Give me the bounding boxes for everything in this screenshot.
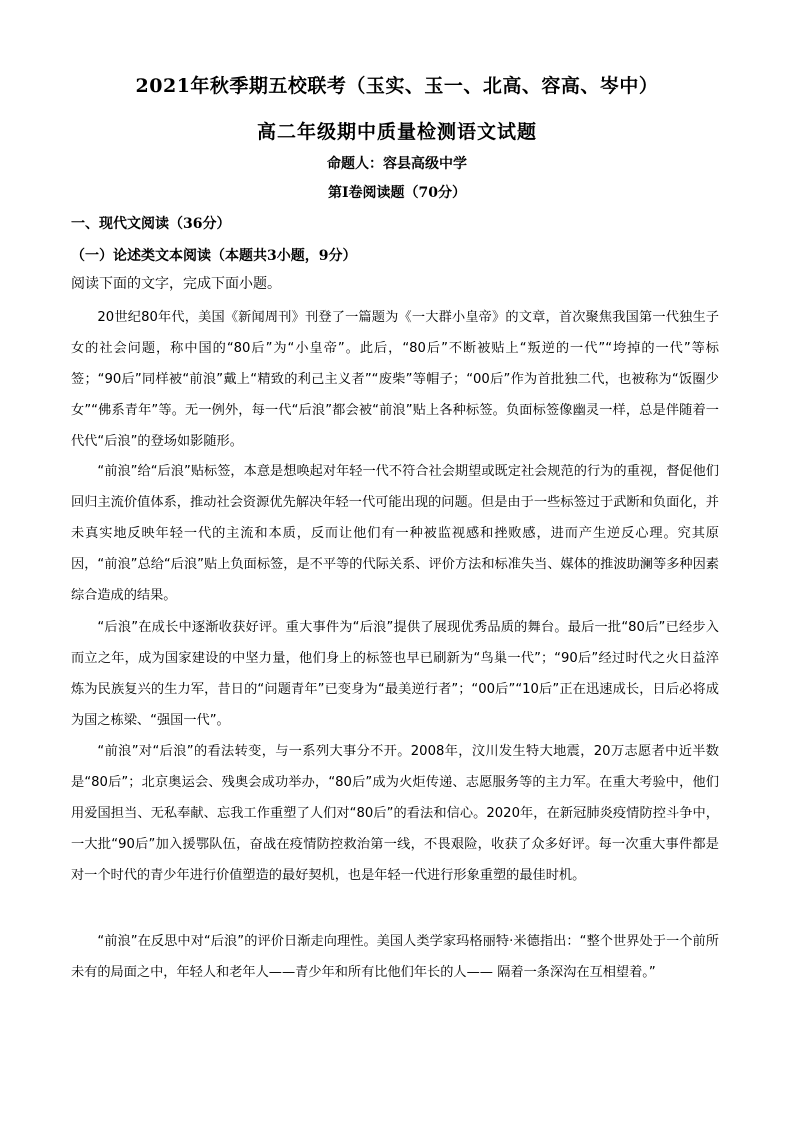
passage-paragraph: “前浪”在反思中对“后浪”的评价日渐走向理性。美国人类学家玛格丽特·米德指出：“整个世界处于一个前所未有的局面之中，年轻人和老年人——青少年和所有比他们年长的人—— 隔着一条深沟在互相望着。”: [71, 934, 719, 980]
section-heading: 一、现代文阅读（36分）: [71, 216, 231, 232]
exam-title-line1: 2021年秋季期五校联考（玉实、玉一、北高、容高、岑中）: [135, 75, 659, 97]
subsection-heading: （一）论述类文本阅读（本题共3小题，9分）: [71, 248, 357, 264]
exam-title-line2: 高二年级期中质量检测语文试题: [256, 121, 537, 143]
passage-paragraph: 20世纪80年代，美国《新闻周刊》刊登了一篇题为《一大群小皇帝》的文章，首次聚焦我国第一代独生子女的社会问题，称中国的“80后”为“小皇帝”。此后，“80后”不断被贴上“叛逆的一代”“垮掉的一代”等标签；“90后”同样被“前浪”戴上“精致的利己主义者”“废柴”等帽子；“00后”作为首批独二代，也被称为“饭圈少女”“佛系青年”等。无一例外，每一代“后浪”都会被“前浪”贴上各种标签。负面标签像幽灵一样，总是伴随着一代代“后浪”的登场如影随形。: [71, 310, 719, 449]
exam-author: 命题人：容县高级中学: [327, 156, 467, 172]
passage-paragraph: “前浪”给“后浪”贴标签，本意是想唤起对年轻一代不符合社会期望或既定社会规范的行为的重视，督促他们回归主流价值体系，推动社会资源优先解决年轻一代可能出现的问题。但是由于一些标签过于武断和负面化，并未真实地反映年轻一代的主流和本质，反而让他们有一种被监视感和挫败感，进而产生逆反心理。究其原因，“前浪”总给“后浪”贴上负面标签，是不平等的代际关系、评价方法和标准失当、媒体的推波助澜等多种因素综合造成的结果。: [71, 464, 719, 603]
reading-instruction: 阅读下面的文字，完成下面小题。: [71, 276, 281, 292]
passage-paragraph: “前浪”对“后浪”的看法转变，与一系列大事分不开。2008年，汶川发生特大地震，20万志愿者中近半数是“80后”；北京奥运会、残奥会成功举办，“80后”成为火炬传递、志愿服务等的主力军。在重大考验中，他们用爱国担当、无私奉献、忘我工作重塑了人们对“80后”的看法和信心。2020年，在新冠肺炎疫情防控斗争中，一大批“90后”加入援鄂队伍，奋战在疫情防控救治第一线，不畏艰险，收获了众多好评。每一次重大事件都是对一个时代的青少年进行价值塑造的最好契机，也是年轻一代进行形象重塑的最佳时机。: [71, 744, 719, 883]
passage-paragraph: “后浪”在成长中逐渐收获好评。重大事件为“后浪”提供了展现优秀品质的舞台。最后一批“80后”已经步入而立之年，成为国家建设的中坚力量，他们身上的标签也早已刷新为“鸟巢一代”；“90后”经过时代之火日益淬炼为民族复兴的生力军，昔日的“问题青年”已变身为“最美逆行者”；“00后”“10后”正在迅速成长，日后必将成为国之栋梁、“强国一代”。: [71, 620, 719, 728]
volume-heading: 第Ⅰ卷阅读题（70分）: [327, 185, 467, 201]
